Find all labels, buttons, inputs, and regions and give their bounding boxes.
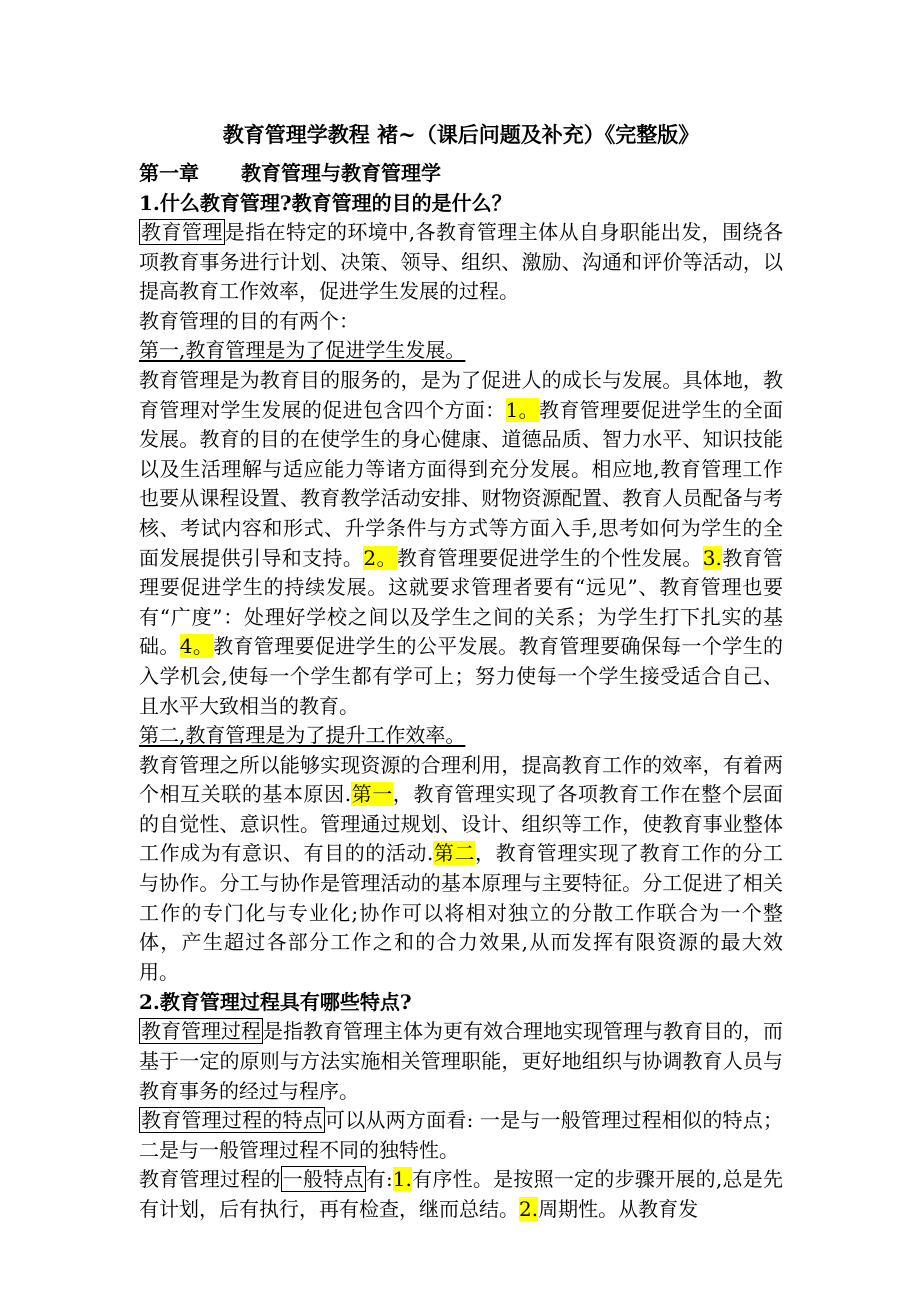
paragraph-text: 有: [365,1167,393,1192]
chapter-label: 第一章 [139,161,199,185]
document-title: 教育管理学教程 褚~（课后问题及补充）《完整版》 [222,122,700,147]
purpose-first-paragraph [139,366,783,721]
purpose-second-paragraph [139,751,783,988]
paragraph-text: ，教育管理实现了各项教育工作在整个层面的自觉性、意识性。管理通过规划、设计、组织等工作，使教育事业整体工作成为有意识、有目的的活动. [139,782,784,866]
definition-text: 是指教育管理主体为更有效合理地实现管理与教育目的，而基于一定的原则与方法实施相关管理职能，更好地组织与协调教育人员与教育事务的经过与程序。 [139,1019,783,1103]
paragraph-text: 教育管理要促进学生的持续发展。这就要求管理者要有“远见”、教育管理也要有“广度”：处理好学校之间以及学生之间的关系；为学生打下扎实的基础。 [139,545,784,659]
paragraph-text: 教育管理是为教育目的服务的，是为了促进人的成长与发展。具体地，教育管理对学生发展的促进包含四个方面： [139,367,783,422]
chapter-name: 教育管理与教育管理学 [241,161,441,185]
highlight-word: 第二 [433,841,476,866]
highlight-number: 1。 [505,397,539,422]
paragraph-text: 教育管理要促进学生的全面发展。教育的目的在使学生的身心健康、道德品质、智力水平、知识技能以及生活理解与适应能力等诸方面得到充分发展。相应地,教育管理工作也要从课程设置、教育教学活动安排、财物资源配置、教育人员配备与考核、考试内容和形式、升学条件与方式等方面入手,思考如何为学生的全面发展提供引导和支持。 [139,397,783,570]
highlight-number: 2. [519,1197,539,1221]
paragraph-text: 教育管理之所以能够实现资源的合理利用，提高教育工作的效率，有着两个相互关联的基本原因. [139,752,783,807]
definition-paragraph [139,218,783,307]
highlight-number: 4。 [179,634,214,659]
purpose-first-heading: 第一,教育管理是为了促进学生发展。 [139,338,466,363]
boxed-term: 教育管理过程的特点 [141,1108,324,1133]
highlight-number: 3. [702,545,722,570]
paragraph-text: 教育管理要促进学生的公平发展。教育管理要确保每一个学生的入学机会,使每一个学生都有学可上；努力使每一个学生接受适合自己、且水平大致相当的教育。 [139,634,783,718]
general-features-paragraph [139,1165,783,1224]
chapter-heading [139,158,783,188]
definition-text: 是指在特定的环境中,各教育管理主体从自身职能出发，围绕各项教育事务进行计划、决策、领导、组织、激励、沟通和评价等活动，以提高教育工作效率，促进学生发展的过程。 [139,220,784,304]
question-2: 2.教育管理过程具有哪些特点? [139,990,412,1015]
boxed-term: 教育管理过程 [141,1019,261,1044]
boxed-term: 一般特点 [282,1167,364,1192]
boxed-term: 教育管理 [141,220,223,244]
highlight-number: 1. [392,1167,412,1192]
paragraph-text: 有序性。是按照一定的步骤开展的,总是先有计划，后有执行，再有检查，继而总结。 [139,1167,784,1221]
paragraph-text: ，教育管理实现了教育工作的分工与协作。分工与协作是管理活动的基本原理与主要特征。分工促进了相关工作的专门化与专业化;协作可以将相对独立的分散工作联合为一个整体，产生超过各部分工作之和的合力效果,从而发挥有限资源的最大效用。 [139,841,784,984]
purpose-intro: 教育管理的目的有两个： [139,308,359,333]
document-page [139,118,783,1225]
process-features-paragraph [139,1106,783,1165]
paragraph-text: 周期性。从教育发 [538,1197,699,1221]
paragraph-text: 教育管理过程的 [139,1167,281,1192]
process-definition-paragraph [139,1017,783,1106]
question-1: 1.什么教育管理?教育管理的目的是什么？ [139,191,512,215]
highlight-word: 第一 [351,782,393,807]
paragraph-text: 可以从两方面看: 一是与一般管理过程相似的特点；二是与一般管理过程不同的独特性。 [139,1108,784,1162]
purpose-second-heading: 第二,教育管理是为了提升工作效率。 [139,723,466,748]
paragraph-text: 教育管理要促进学生的个性发展。 [396,545,703,570]
highlight-number: 2。 [363,545,397,570]
